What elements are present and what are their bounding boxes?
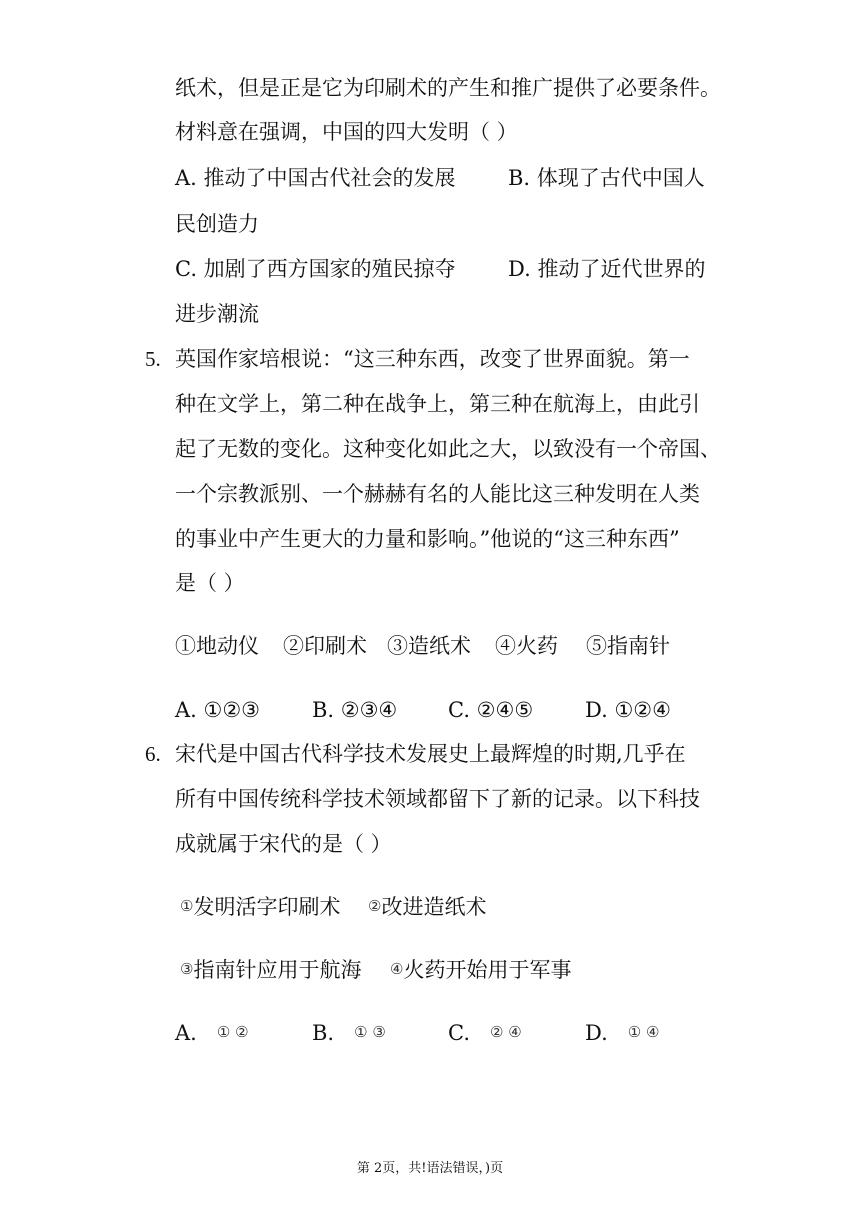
q6-option-b: [312, 1018, 386, 1047]
q6-item: [180, 892, 340, 921]
q5-text-line: 是（ ）: [175, 571, 245, 595]
q6-option-marks: ① ②: [216, 1023, 249, 1041]
q6-option-a: [175, 1018, 249, 1047]
q6-option-marks: ① ③: [354, 1023, 386, 1041]
q4-option-b-cont: 民创造力: [175, 212, 259, 236]
q6-item-text: 发明活字印刷术: [193, 895, 341, 919]
q5-option-b: B. ②③④: [312, 698, 398, 722]
q4-option-a: A. 推动了中国古代社会的发展: [175, 166, 456, 190]
q5-option-a: A. ①②③: [175, 698, 260, 722]
q6-item-mark: ③: [180, 960, 194, 978]
q6-option-label: B.: [312, 1021, 335, 1045]
q5-item: ②印刷术: [283, 634, 367, 658]
q4-option-d-cont: 进步潮流: [175, 302, 259, 326]
q4-option-c: C. 加剧了西方国家的殖民掠夺: [175, 257, 456, 281]
q5-item: ④火药: [495, 634, 558, 658]
q5-text-line: 起了无数的变化。这种变化如此之大，以致没有一个帝国、: [175, 437, 721, 461]
q6-option-d: [585, 1018, 659, 1047]
q6-text-line: 所有中国传统科学技术领域都留下了新的记录。以下科技: [175, 787, 700, 811]
q6-option-label: A.: [175, 1021, 197, 1045]
q4-option-b: B. 体现了古代中国人: [508, 166, 705, 190]
q6-option-marks: ② ④: [490, 1023, 522, 1041]
q6-item-mark: ①: [180, 897, 194, 915]
q6-text-line: 宋代是中国古代科学技术发展史上最辉煌的时期,几乎在: [175, 742, 686, 766]
q5-item: ⑤指南针: [586, 634, 670, 658]
q6-item: [368, 892, 486, 921]
q5-text-line: 种在文学上，第二种在战争上，第三种在航海上，由此引: [175, 392, 700, 416]
q4-text-line: 材料意在强调，中国的四大发明（ ）: [175, 120, 518, 144]
page-footer: 第 2页，共!语法错误，)页: [356, 1161, 504, 1176]
q6-text-line: 成就属于宋代的是（ ）: [175, 832, 392, 856]
q5-text-line: 英国作家培根说：“这三种东西，改变了世界面貌。第一: [175, 347, 690, 371]
q6-item-text: 指南针应用于航海: [193, 958, 362, 982]
q6-item-mark: ④: [390, 960, 404, 978]
q4-text-line: 纸术，但是正是它为印刷术的产生和推广提供了必要条件。: [175, 76, 721, 100]
q5-option-d: D. ①②④: [585, 698, 671, 722]
q6-item: [390, 955, 571, 984]
question-number: 6.: [145, 742, 161, 766]
q6-item-mark: ②: [368, 897, 382, 915]
q6-option-label: C.: [448, 1021, 470, 1045]
q5-text-line: 一个宗教派别、一个赫赫有名的人能比这三种发明在人类: [175, 482, 700, 506]
question-number: 5.: [145, 347, 161, 371]
q5-item: ③造纸术: [387, 634, 471, 658]
q6-item-text: 改进造纸术: [381, 895, 487, 919]
q6-item-text: 火药开始用于军事: [403, 958, 572, 982]
q6-option-marks: ① ④: [627, 1023, 660, 1041]
q6-item: [180, 955, 361, 984]
q5-option-c: C. ②④⑤: [448, 698, 534, 722]
q6-option-label: D.: [585, 1021, 608, 1045]
q5-item: ①地动仪: [175, 634, 259, 658]
q4-option-d: D. 推动了近代世界的: [508, 257, 706, 281]
q5-text-line: 的事业中产生更大的力量和影响。”他说的“这三种东西”: [175, 527, 680, 551]
q6-option-c: [448, 1018, 522, 1047]
